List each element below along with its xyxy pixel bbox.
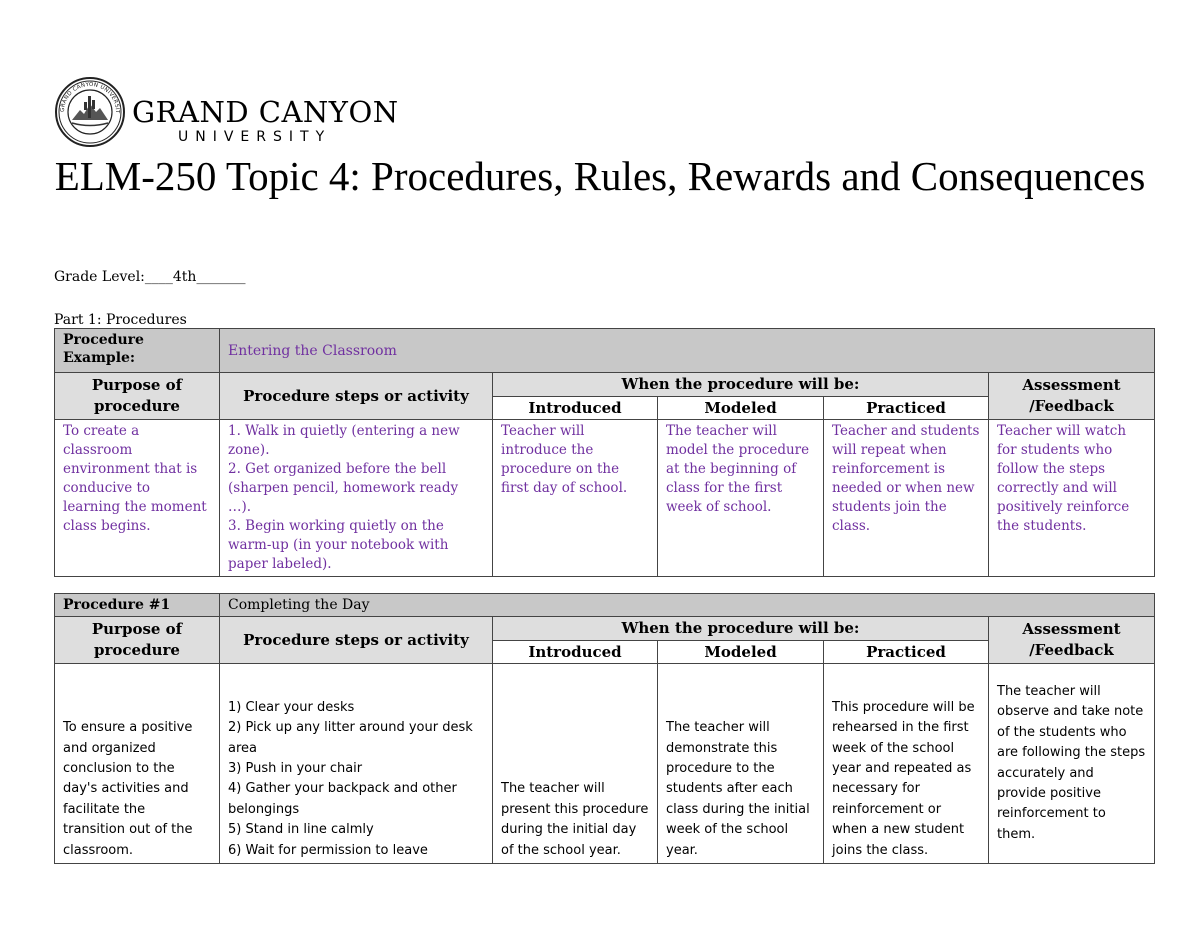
introduced-cell: Teacher will introduce the procedure on the first day of school. xyxy=(493,420,658,577)
step-item: 3) Push in your chair xyxy=(228,760,363,776)
assessment-cell: The teacher will observe and take note of the students who are following the steps accurately and provide positive reinforcement to them. xyxy=(989,664,1155,864)
grade-level xyxy=(54,268,245,286)
procedure-label: Procedure #1 xyxy=(55,594,220,617)
step-item: 4) Gather your backpack and other belongings xyxy=(228,781,461,817)
step-item: 1) Clear your desks xyxy=(228,699,355,715)
step-item: 5) Stand in line calmly xyxy=(228,822,374,838)
university-seal-icon xyxy=(54,76,126,148)
column-steps: Procedure steps or activity xyxy=(220,373,493,420)
table-row xyxy=(55,420,1155,577)
column-steps: Procedure steps or activity xyxy=(220,617,493,664)
modeled-cell: The teacher will model the procedure at the beginning of class for the first week of school. xyxy=(658,420,824,577)
university-logo xyxy=(54,76,399,148)
table-header-row xyxy=(55,594,1155,617)
column-introduced: Introduced xyxy=(493,396,658,420)
column-when: When the procedure will be: xyxy=(493,373,989,397)
column-purpose: Purpose of procedure xyxy=(55,373,220,420)
assessment-cell: Teacher will watch for students who follow the steps correctly and will positively reinforce the students. xyxy=(989,420,1155,577)
brand-name: GRAND CANYON xyxy=(132,95,399,129)
column-assessment: Assessment /Feedback xyxy=(989,373,1155,420)
column-purpose: Purpose of procedure xyxy=(55,617,220,664)
procedure-name: Entering the Classroom xyxy=(220,329,1155,373)
step-item: 6) Wait for permission to leave xyxy=(228,842,428,858)
procedure-1-table xyxy=(54,593,1155,864)
steps-cell xyxy=(220,664,493,864)
column-assessment: Assessment /Feedback xyxy=(989,617,1155,664)
column-header-row xyxy=(55,617,1155,641)
step-item: 1. Walk in quietly (entering a new zone). xyxy=(228,423,464,458)
practiced-cell: Teacher and students will repeat when reinforcement is needed or when new students join the class. xyxy=(824,420,989,577)
table-header-row xyxy=(55,329,1155,373)
column-header-row xyxy=(55,373,1155,397)
brand-subtitle: UNIVERSITY xyxy=(178,129,332,145)
procedure-example-table xyxy=(54,328,1155,577)
table-row xyxy=(55,664,1155,864)
procedure-label: Procedure Example: xyxy=(55,329,220,373)
column-modeled: Modeled xyxy=(658,640,824,664)
practiced-cell: This procedure will be rehearsed in the first week of the school year and repeated as necessary for reinforcement or when a new student joins the class. xyxy=(824,664,989,864)
column-practiced: Practiced xyxy=(824,396,989,420)
column-modeled: Modeled xyxy=(658,396,824,420)
purpose-cell: To create a classroom environment that is conducive to learning the moment class begins. xyxy=(55,420,220,577)
introduced-cell: The teacher will present this procedure during the initial day of the school year. xyxy=(493,664,658,864)
grade-level-value: ____4th_______ xyxy=(144,269,246,285)
seal-text: GRAND CANYON UNIVERSIT xyxy=(59,81,121,114)
page-title: ELM-250 Topic 4: Procedures, Rules, Rewards and Consequences xyxy=(54,153,1146,199)
grade-level-label: Grade Level: xyxy=(54,269,145,285)
column-introduced: Introduced xyxy=(493,640,658,664)
steps-cell xyxy=(220,420,493,577)
purpose-cell: To ensure a positive and organized conclusion to the day's activities and facilitate the transition out of the classroom. xyxy=(55,664,220,864)
column-when: When the procedure will be: xyxy=(493,617,989,641)
step-item: 2) Pick up any litter around your desk area xyxy=(228,720,477,756)
part-label: Part 1: Procedures xyxy=(54,312,187,328)
procedure-name: Completing the Day xyxy=(220,594,1155,617)
column-practiced: Practiced xyxy=(824,640,989,664)
step-item: 2. Get organized before the bell (sharpen pencil, homework ready …). xyxy=(228,461,463,515)
modeled-cell: The teacher will demonstrate this procedure to the students after each class during the initial week of the school year. xyxy=(658,664,824,864)
step-item: 3. Begin working quietly on the warm-up (in your notebook with paper labeled). xyxy=(228,518,453,572)
